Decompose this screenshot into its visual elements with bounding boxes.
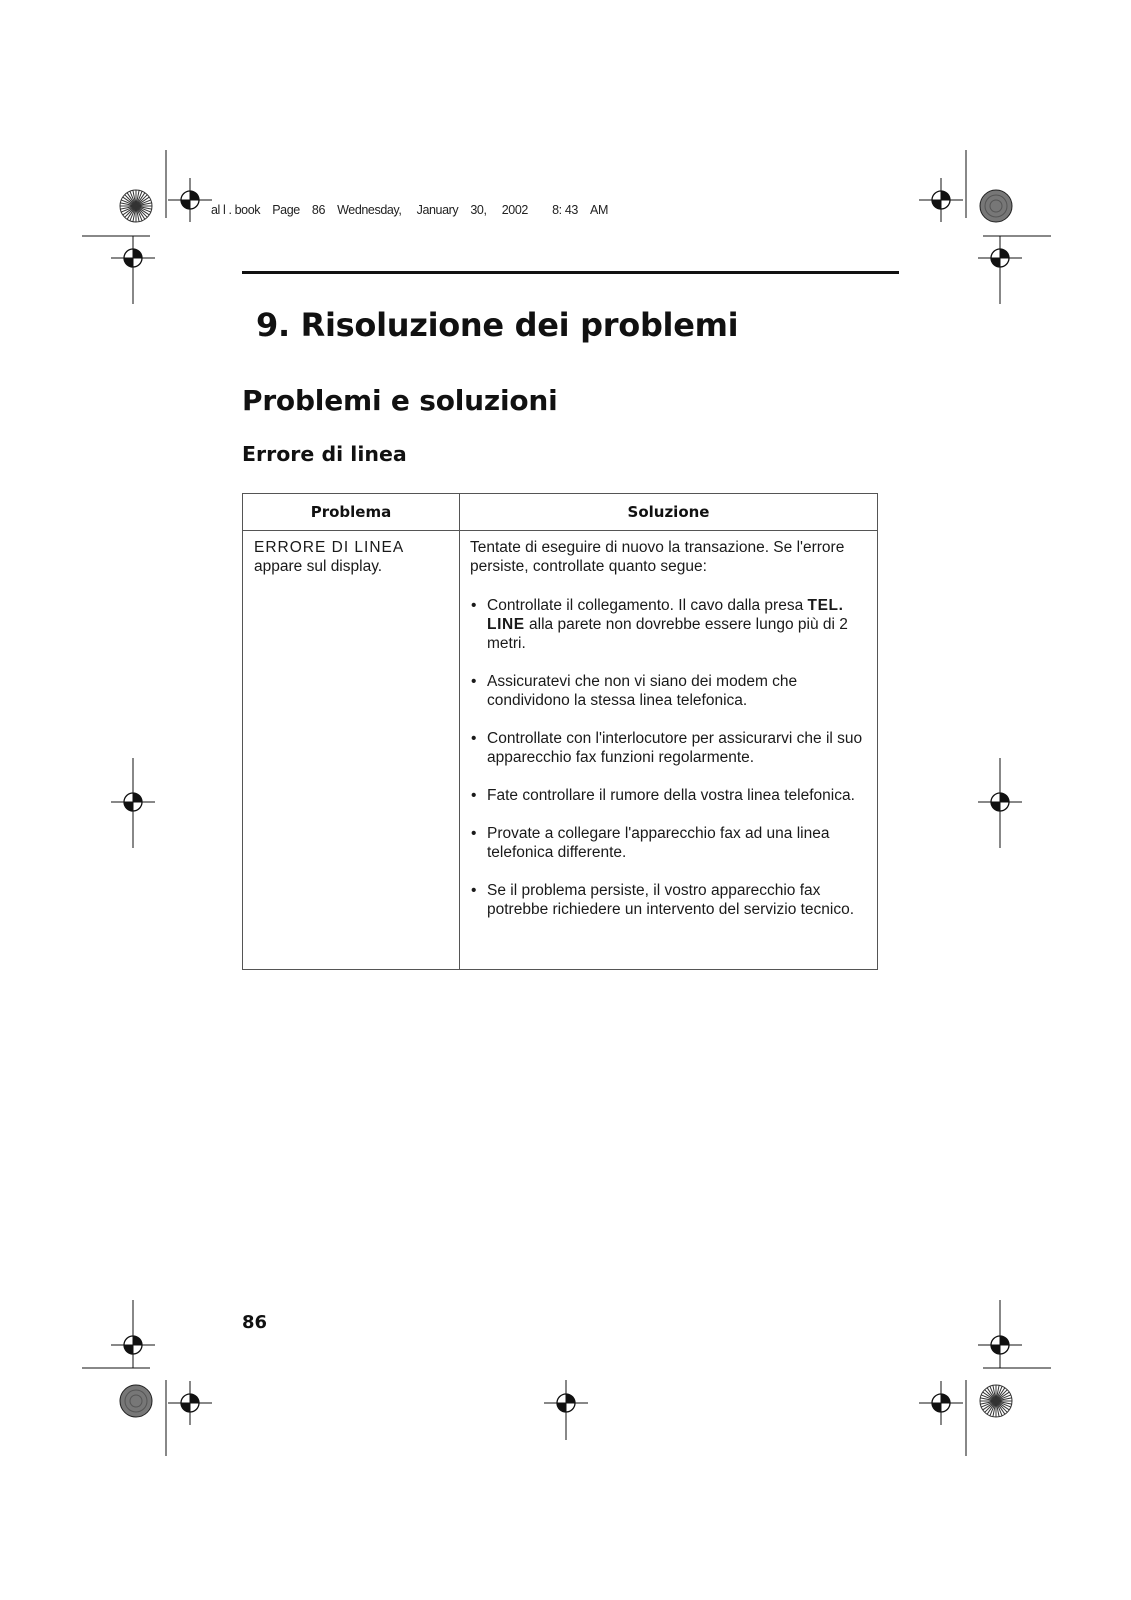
header-rule <box>242 271 899 274</box>
bullet-icon: • <box>471 825 477 842</box>
problem-description: appare sul display. <box>254 558 383 575</box>
solution-list <box>470 596 874 919</box>
header-problem: Problema <box>310 503 392 521</box>
problem-code: ERRORE DI LINEA <box>254 539 405 556</box>
solution-item: • Provate a collegare l'apparecchio fax ad una linea telefonica differente. <box>471 825 830 861</box>
solution-item: • Fate controllare il rumore della vostra linea telefonica. <box>471 787 855 804</box>
port-label: TEL. LINE <box>487 597 844 633</box>
bullet-icon: • <box>471 730 477 747</box>
solution-item: • Se il problema persiste, il vostro apparecchio fax potrebbe richiedere un intervento del servizio tecnico. <box>471 882 855 918</box>
troubleshooting-table <box>242 493 878 970</box>
subsection-title: Errore di linea <box>242 442 407 466</box>
bullet-icon: • <box>471 787 477 804</box>
header-divider <box>243 530 877 531</box>
page-number: 86 <box>242 1312 268 1333</box>
solution-item: • Controllate il collegamento. Il cavo dalla presa TEL. LINE alla parete non dovrebbe essere lungo più di 2 metri. <box>471 597 848 652</box>
solution-item: • Assicuratevi che non vi siano dei modem che condividono la stessa linea telefonica. <box>471 673 798 709</box>
column-divider <box>459 494 460 969</box>
chapter-title: 9. Risoluzione dei problemi <box>256 306 739 344</box>
bullet-icon: • <box>471 597 477 614</box>
solution-intro: Tentate di eseguire di nuovo la transazione. Se l'errore persiste, controllate quanto segue: <box>470 539 845 575</box>
solution-cell <box>470 538 874 938</box>
solution-item: • Controllate con l'interlocutore per assicurarvi che il suo apparecchio fax funzioni regolarmente. <box>471 730 863 766</box>
problem-cell <box>254 538 454 576</box>
bullet-icon: • <box>471 673 477 690</box>
bullet-icon: • <box>471 882 477 899</box>
print-slug: al l . book Page 86 Wednesday, January 30, 2002 8: 43 AM <box>211 203 608 217</box>
header-solution: Soluzione <box>627 503 710 521</box>
section-title: Problemi e soluzioni <box>242 384 558 417</box>
